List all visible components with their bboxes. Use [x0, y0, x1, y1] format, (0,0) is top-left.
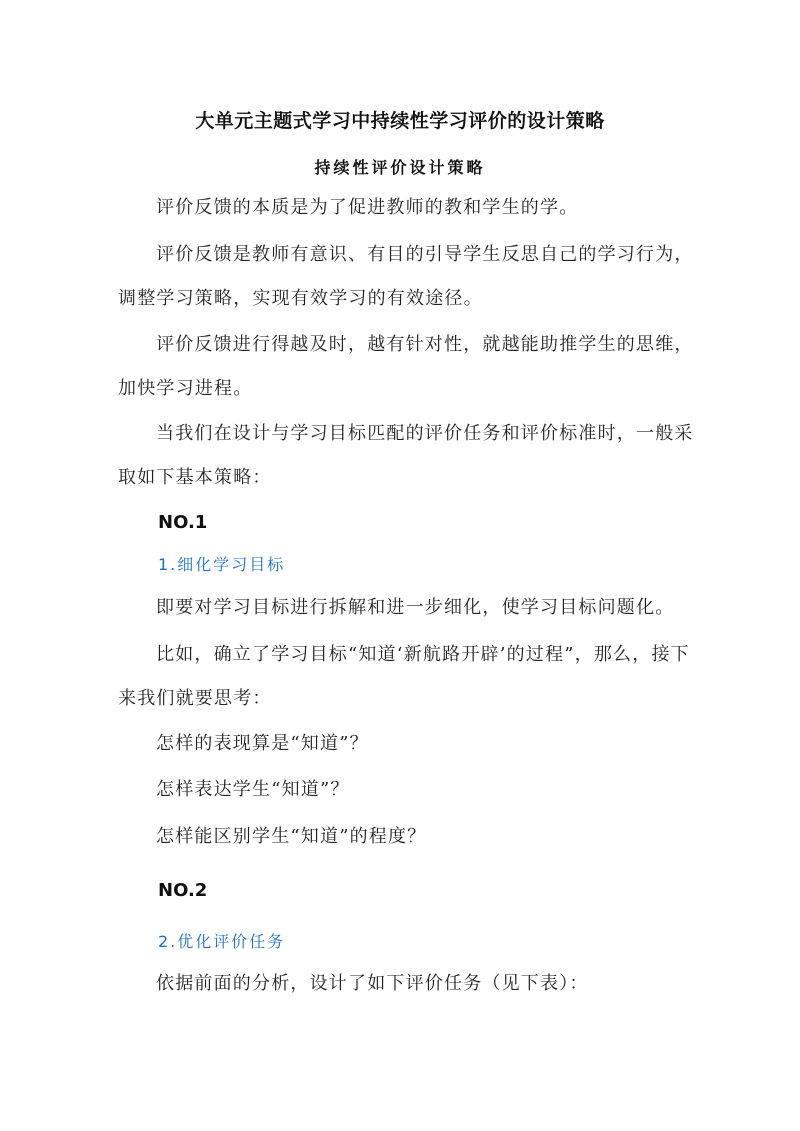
- paragraph: 当我们在设计与学习目标匹配的评价任务和评价标准时，一般采取如下基本策略：: [118, 423, 694, 488]
- paragraph: 怎样能区别学生“知道”的程度？: [156, 826, 427, 847]
- document-title: 大单元主题式学习中持续性学习评价的设计策略: [195, 110, 605, 132]
- paragraph: 依据前面的分析，设计了如下评价任务（见下表）：: [156, 973, 589, 994]
- paragraph: 怎样的表现算是“知道”？: [156, 733, 369, 754]
- paragraph: 评价反馈进行得越及时，越有针对性，就越能助推学生的思维，加快学习进程。: [118, 334, 694, 399]
- paragraph: 怎样表达学生“知道”？: [156, 779, 350, 800]
- paragraph: 评价反馈的本质是为了促进教师的教和学生的学。: [156, 197, 579, 218]
- section-heading: 1.细化学习目标: [158, 555, 286, 574]
- section-number: NO.2: [158, 880, 208, 901]
- paragraph: 评价反馈是教师有意识、有目的引导学生反思自己的学习行为，调整学习策略，实现有效学习的有效途径。: [118, 244, 694, 309]
- section-number: NO.1: [158, 512, 208, 533]
- document-subtitle: 持续性评价设计策略: [314, 158, 486, 177]
- paragraph: 比如，确立了学习目标“知道‘新航路开辟’的过程”，那么，接下来我们就要思考：: [118, 644, 690, 709]
- section-heading: 2.优化评价任务: [158, 932, 286, 951]
- paragraph: 即要对学习目标进行拆解和进一步细化，使学习目标问题化。: [156, 597, 675, 618]
